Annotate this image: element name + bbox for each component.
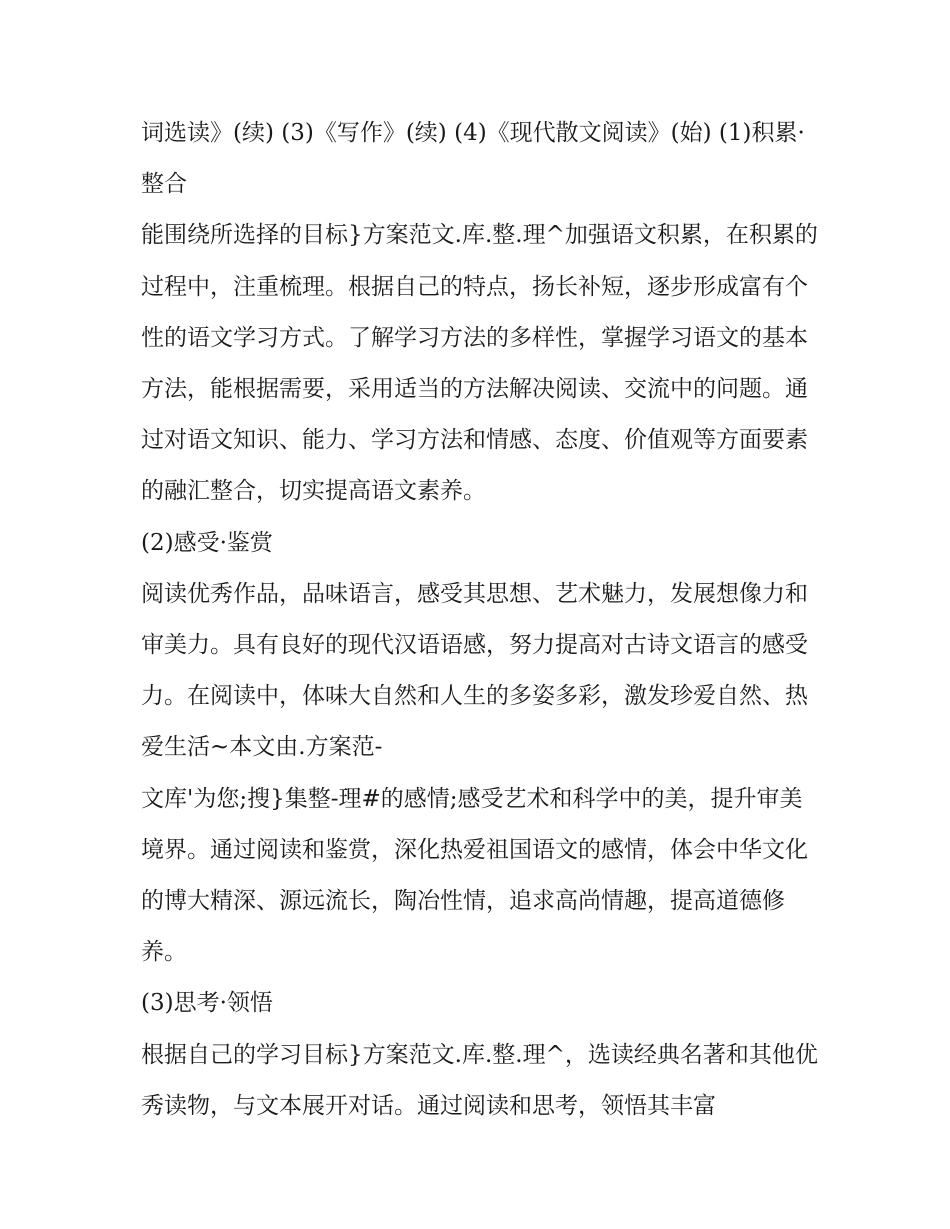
paragraph-appreciation-part1: 阅读优秀作品，品味语言，感受其思想、艺术魅力，发展想像力和审美力。具有良好的现代汉语语感，努力提高对古诗文语言的感受力。在阅读中，体味大自然和人生的多姿多彩，激发珍爱自然、热爱生活~本文由.方案范- <box>141 580 808 761</box>
paragraph-course-list: 词选读》(续) (3)《写作》(续) (4)《现代散文阅读》(始) (1)积累·整合 <box>141 120 805 198</box>
document-body <box>141 108 821 1132</box>
heading-appreciation: (2)感受·鉴赏 <box>141 529 273 556</box>
heading-reflection: (3)思考·领悟 <box>141 990 273 1017</box>
paragraph-reflection: 根据自己的学习目标}方案范文.库.整.理^，选读经典名著和其他优秀读物，与文本展开对话。通过阅读和思考，领悟其丰富 <box>141 1041 818 1119</box>
paragraph-accumulation: 能围绕所选择的目标}方案范文.库.整.理^加强语文积累，在积累的过程中，注重梳理。根据自己的特点，扬长补短，逐步形成富有个性的语文学习方式。了解学习方法的多样性，掌握学习语文的基本方法，能根据需要，采用适当的方法解决阅读、交流中的问题。通过对语文知识、能力、学习方法和情感、态度、价值观等方面要素的融汇整合，切实提高语文素养。 <box>141 222 818 505</box>
paragraph-appreciation-part2: 文库'为您;搜}集整-理#的感情;感受艺术和科学中的美，提升审美境界。通过阅读和鉴赏，深化热爱祖国语文的感情，体会中华文化的博大精深、源远流长，陶冶性情，追求高尚情趣，提高道德修养。 <box>141 785 808 966</box>
